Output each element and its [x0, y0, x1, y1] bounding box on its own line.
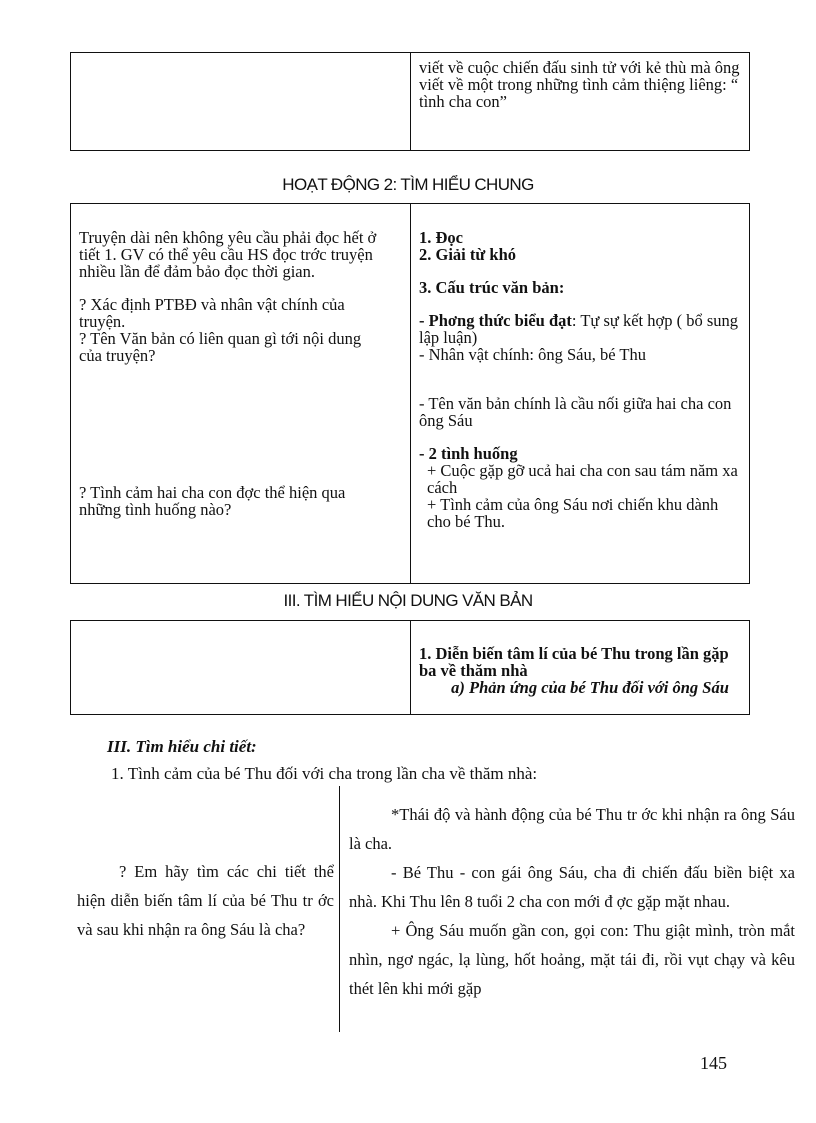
page-number: 145 [700, 1053, 727, 1073]
table-content [70, 620, 750, 715]
teacher-note: Truyện dài nên không yêu cầu phải đọc hết ở tiết 1. GV có thể yêu cầu HS đọc trớc truyện nhiều lần để đảm bảo đọc thời gian. [79, 228, 377, 281]
question-situations: ? Tình cảm hai cha con đợc thể hiện qua những tình huống nào? [79, 483, 346, 519]
heading-hoat-dong-2: HOẠT ĐỘNG 2: TÌM HIỂU CHUNG [282, 175, 534, 194]
phuong-thuc-value: : Tự sự kết hợp ( bổ sung lập luận) [419, 311, 739, 347]
table-top [70, 52, 750, 151]
section-title: III. Tìm hiểu chi tiết: [107, 737, 257, 756]
phan-ung-subtitle: a) Phản ứng của bé Thu đối với ông Sáu [451, 678, 729, 697]
item-tinh-huong-2: + Tình cảm của ông Sáu nơi chiến khu dành cho bé Thu. [427, 495, 719, 531]
answer-paragraph-3: + Ông Sáu muốn gần con, gọi con: Thu giật mình, tròn mắt nhìn, ngơ ngác, lạ lùng, hốt hoảng, mặt tái đi, rồi vụt chạy và kêu thét lên khi mới gặp [349, 921, 795, 998]
answer-paragraph-2: - Bé Thu - con gái ông Sáu, cha đi chiến đấu biền biệt xa nhà. Khi Thu lên 8 tuổi 2 cha con mới đ ợc gặp mặt nhau. [349, 863, 795, 911]
dien-bien-title: 1. Diễn biến tâm lí của bé Thu trong lần gặp ba về thăm nhà [419, 645, 729, 680]
item-giai-tu: 2. Giải từ khó [419, 245, 517, 264]
item-cau-truc: 3. Cấu trúc văn bản: [419, 278, 565, 297]
item-doc: 1. Đọc [419, 228, 463, 247]
item-tinh-huong-1: + Cuộc gặp gỡ ucả hai cha con sau tám năm xa cách [427, 461, 738, 497]
detail-question-text: ? Em hãy tìm các chi tiết thể hiện diễn biến tâm lí của bé Thu tr ớc và sau khi nhận ra ông Sáu là cha? [77, 862, 334, 939]
detail-question [77, 857, 334, 944]
phuong-thuc-label: - Phơng thức biểu đạt [419, 311, 572, 330]
item-phuong-thuc [419, 312, 741, 346]
item-tinh-huong: - 2 tình huống [419, 444, 518, 463]
answer-paragraph-1: *Thái độ và hành động của bé Thu tr ớc khi nhận ra ông Sáu là cha. [349, 805, 795, 853]
table-divider [410, 53, 411, 150]
question-title: ? Tên Văn bản có liên quan gì tới nội dung của truyện? [79, 329, 362, 365]
table-content-right-cell [419, 645, 741, 713]
intro-line: 1. Tình cảm của bé Thu đối với cha trong lần cha về thăm nhà: [111, 764, 538, 783]
item-ten-van-ban: - Tên văn bản chính là cầu nối giữa hai cha con ông Sáu [419, 394, 732, 430]
heading-noi-dung: III. TÌM HIỂU NỘI DUNG VĂN BẢN [283, 591, 533, 610]
table-overview-left-cell [79, 229, 379, 518]
table-divider [410, 204, 411, 583]
item-nhan-vat: - Nhân vật chính: ông Sáu, bé Thu [419, 345, 646, 364]
table-divider [410, 621, 411, 714]
table-top-right-text: viết về cuộc chiến đấu sinh tử với kẻ thù mà ông viết về một trong những tình cảm thiệng liêng: “ tình cha con” [419, 58, 740, 111]
table-overview [70, 203, 750, 584]
column-divider [339, 786, 340, 1032]
detail-answer [349, 800, 795, 1003]
table-overview-right-cell [419, 229, 741, 530]
question-ptbd: ? Xác định PTBĐ và nhân vật chính của truyện. [79, 295, 345, 331]
table-top-right-cell [419, 59, 741, 110]
